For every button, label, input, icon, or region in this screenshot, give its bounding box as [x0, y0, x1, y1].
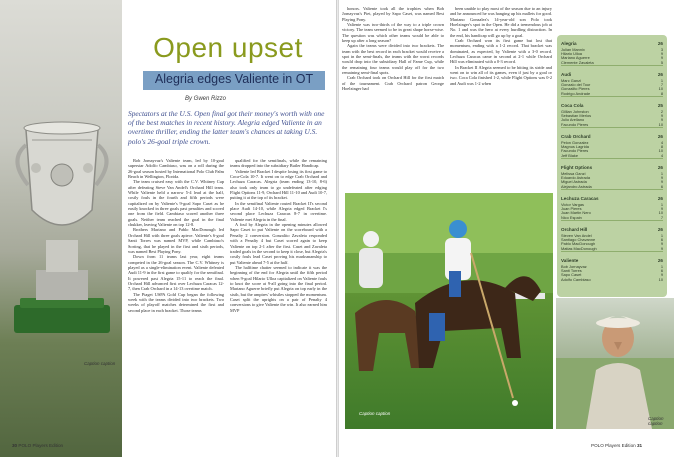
team-handicap: 26	[657, 227, 663, 232]
team-handicap: 26	[657, 134, 663, 139]
paragraph: Crab Orchard took on Orchard Hill for the first match of the tournament. Crab Orchard patron George Hoelzinger had	[342, 75, 444, 92]
player-name: Steven Van Andel	[561, 232, 592, 238]
player-name: Juan Pieres	[561, 205, 582, 211]
page-number: 31	[636, 443, 643, 448]
lede-paragraph: Spectators at the U.S. Open final got their money's worth with one of the best matches in recent history. Alegria edged Valiente in an overtime thriller, ending the latter team's chances at taking U.S. polo's 26-goal triple crown.	[128, 109, 325, 146]
left-page-column-2	[230, 158, 327, 440]
paragraph: Down from 11 teams last year, eight teams competed in the 26-goal season. The C.V. Whitney is played as a single-elimination event. Valiente defeated Audi 11-9 in the first game to qualify for the semifinal. It powered past Alegria 15-11 to reach the final. Orchard Hill advanced first over Lechuza Caracas 12-7, then Crab Orchard in a 14-13 overtime match.	[128, 254, 224, 292]
divider	[561, 158, 663, 159]
divider	[561, 251, 663, 252]
player-name: Clemente Zavaleta	[561, 59, 594, 65]
paragraph: Crab Orchard won its first game but lost that momentum, ending with a 1-2 record. That bracket was dominated, as expected, by Valiente with a 3-0 record. Lechuza Caracas came in second at 2-1 while Orchard Hill was eliminated with a 0-3 record.	[450, 38, 552, 65]
player-name: Marc Ganzi	[561, 77, 581, 83]
subheadline: Alegria edges Valiente in OT	[154, 72, 314, 86]
player-name: Pablo MacDonough	[561, 241, 596, 247]
right-page	[339, 0, 675, 457]
player-name: Julian Mannix	[561, 46, 585, 52]
team-name: Coca Cola	[561, 103, 584, 108]
player-handicap: 6	[660, 183, 663, 189]
headline: Open upset	[153, 32, 303, 63]
team-block	[561, 165, 663, 188]
paragraph: Brothers Mariano and Pablo MacDonough led Orchard Hill with three goals apiece. Valiente's 6-goal Santi Torres was named MVP, while Cambiaso's Sorting, that he played in the first and sixth periods, was named Best Playing Pony.	[128, 227, 224, 254]
paragraph: Valiente was two-thirds of the way to a triple crown victory. The team seemed to be in great shape horse-wise. The question was which other teams would be able to keep up after a long season?	[342, 22, 444, 44]
player-name: Pelon Gonzalez	[561, 139, 589, 145]
paragraph: honors. Valiente took all the trophies when Bob Jornayvaz's Piet, played by Sapo Caset, was named Best Playing Pony.	[342, 6, 444, 22]
player-name: Gillian Johnston	[561, 108, 589, 114]
portrait-photo-caption: Caption caption	[648, 416, 664, 426]
team-name: Lechuza Caracas	[561, 196, 599, 201]
divider	[561, 96, 663, 97]
polo-photo-caption: Caption caption	[359, 411, 391, 416]
player-handicap: 10	[658, 210, 663, 216]
player-name: Nico Espain	[561, 214, 582, 220]
player-name: Juan Martin Nero	[561, 210, 591, 216]
publication-name: POLO Players Edition	[18, 443, 64, 448]
player-handicap: 5	[660, 59, 663, 65]
trophy-illustration	[6, 100, 118, 350]
player-name: Magnus Lagrida	[561, 143, 589, 149]
player-name: Sebastian Merlos	[561, 112, 592, 118]
page-number: 30	[12, 443, 18, 448]
player-handicap: 8	[660, 90, 663, 96]
player-handicap: 10	[658, 121, 663, 127]
team-name: Valiente	[561, 258, 579, 263]
team-handicap: 26	[657, 72, 663, 77]
player-name: Alejandro Astrada	[561, 183, 592, 189]
player-portrait-photo	[556, 298, 674, 429]
player-name: Julio Arellano	[561, 117, 585, 123]
divider	[561, 220, 663, 221]
player-handicap: 9	[660, 205, 663, 211]
player-handicap: 9	[660, 112, 663, 118]
player-name: Santi Torres	[561, 267, 582, 273]
team-block	[561, 134, 663, 157]
left-page-column-1	[128, 158, 224, 440]
player-handicap: 10	[658, 148, 663, 154]
player-handicap: 1	[660, 170, 663, 176]
team-handicap: 26	[657, 41, 663, 46]
team-name: Flight Options	[561, 165, 593, 170]
player-handicap: 9	[660, 241, 663, 247]
paragraph: Valiente led Bracket I despite losing its first game to Coca-Cola 10-7. It went on to edge Crab Orchard and Lechuza Caracas. Alegria (team ending 13-10, 8-6) also took only team to go undefeated after edging Flight Options 11-9, Orchard Hill 11-10 and Audi 10-7, putting it at the top of its bracket.	[230, 168, 327, 201]
polo-action-photo	[345, 193, 553, 429]
left-folio	[12, 443, 63, 448]
player-handicap: 1	[660, 77, 663, 83]
player-name: Miguel Astrada	[561, 179, 587, 185]
team-name: Crab Orchard	[561, 134, 591, 139]
player-handicap: 2	[660, 108, 663, 114]
paragraph: The team cruised easy with the C.V. Whitney Cup after defeating Steve Van Andel's Orchard Hill team. While Valiente held a narrow 5-4 lead at the half, costly fouls in the fourth and fifth periods were capitalized on by Valiente's 9-goal Sapo Caset as he easily knocked in three goals past penalties and scored one from the field. Cambiaso scored another three goals. Neither team reached the goal in the final chukker, leaving Valiente on top 12-8.	[128, 179, 224, 228]
player-handicap: 4	[660, 139, 663, 145]
team-name: Audi	[561, 72, 572, 77]
right-folio	[591, 443, 642, 448]
player-name: Bob Jornayvaz	[561, 263, 587, 269]
player-handicap: 9	[660, 272, 663, 278]
player-handicap: 10	[658, 86, 663, 92]
polo-scene-illustration	[345, 193, 553, 429]
player-name: Sapo Caset	[561, 272, 582, 278]
player-handicap: 9	[660, 174, 663, 180]
portrait-illustration	[556, 298, 674, 429]
team-block	[561, 258, 663, 281]
divider	[561, 127, 663, 128]
team-handicap: 26	[657, 196, 663, 201]
player-handicap: 7	[660, 81, 663, 87]
team-name: Alegria	[561, 41, 577, 46]
team-block	[561, 227, 663, 250]
divider	[561, 189, 663, 190]
player-handicap: 8	[660, 143, 663, 149]
player-handicap: 9	[660, 245, 663, 251]
player-name: Facundo Pieres	[561, 148, 589, 154]
player-handicap: 9	[660, 55, 663, 61]
player-name: Facundo Pieres	[561, 121, 589, 127]
right-page-column-2	[450, 6, 552, 186]
right-page-column-1	[342, 6, 444, 186]
player-name: Santiago Chavanne	[561, 236, 596, 242]
paragraph: Again the teams were divided into two brackets. The team with the best record in each bracket would receive a spot in the semi-finals, the teams with the worst records would drop into the subsidiary Hall of Fame Cup, while the remaining four teams would play off for the two remaining semi-final spots.	[342, 43, 444, 76]
team-block	[561, 103, 663, 126]
player-name: Eduardo Astrada	[561, 174, 590, 180]
player-handicap: 4	[660, 152, 663, 158]
player-name: Victor Vargas	[561, 201, 584, 207]
trophy-photo	[0, 0, 122, 457]
player-handicap: 1	[660, 201, 663, 207]
player-name: Adolfo Cambiaso	[561, 276, 591, 282]
player-name: Gonzalito Pieres	[561, 86, 590, 92]
paragraph: Bob Jornayvaz's Valiente team, led by 10-goal superstar Adolfo Cambiaso, was on a roll during the 26-goal season hosted by International Polo Club Palm Beach in Wellington, Florida.	[128, 158, 224, 180]
player-handicap: 6	[660, 267, 663, 273]
team-handicap: 25	[657, 103, 663, 108]
player-handicap: 9	[660, 179, 663, 185]
paragraph: A foul by Alegria in the opening minutes allowed Sapo Caset to put Valiente on the scoreboard with a Penalty 2 conversion. Gonzalito Zavaleta responded with a Penalty 4 but Caset scored again to keep Valiente on top 2-1 after the first. Caset and Zavaleta traded goals in the second to keep it close, but Alegria's costly fouls lead Caset proving his marksmanship to put Valiente ahead 7-5 at the half.	[230, 222, 327, 265]
team-name: Orchard Hill	[561, 227, 588, 232]
player-name: Mariano Aguerre	[561, 55, 590, 61]
player-name: Melissa Ganzi	[561, 170, 586, 176]
divider	[561, 65, 663, 66]
team-roster-sidebar	[557, 35, 667, 297]
player-handicap: 9	[660, 117, 663, 123]
paragraph: In the semifinal Valiente routed Bracket II's second place Audi 14-10, while Alegria edged Bracket I's second place Lechuza Caracas 8-7 in overtime. Valiente met Alegria in the final.	[230, 200, 327, 222]
trophy-photo-caption: Caption caption	[84, 361, 116, 366]
paragraph: been unable to play most of the season due to an injury and he announced he was hanging up his mallets for good. Mariano Gonzalez's 14-year-old son Polo took Hoelzinger's spot in the Open. He did a tremendous job at No. 1 and was the hero at every hurdling distraction. In the end, his handicap will go up by a goal.	[450, 6, 552, 38]
team-handicap: 26	[657, 258, 663, 263]
publication-name: POLO Players Edition	[591, 443, 636, 448]
player-handicap: 1	[660, 232, 663, 238]
player-handicap: 6	[660, 236, 663, 242]
team-block	[561, 196, 663, 219]
player-name: Hilario Ulloa	[561, 50, 582, 56]
player-name: Gonzalo del Tour	[561, 81, 591, 87]
left-page	[0, 0, 336, 457]
paragraph: qualified for the semifinals, while the remaining teams dropped into the subsidiary Butler Handicap.	[230, 158, 327, 169]
player-name: Matias MacDonough	[561, 245, 597, 251]
paragraph: In Bracket II Alegria seemed to be hitting its stride and went on to win all of its games, even if just by a goal or two. Coca Cola finished 1-2, while Flight Options was 0-2 and Audi was 1-2 when	[450, 64, 552, 86]
player-name: Jeff Blake	[561, 152, 579, 158]
player-handicap: 10	[658, 276, 663, 282]
player-handicap: 3	[660, 46, 663, 52]
player-handicap: 7	[660, 214, 663, 220]
player-name: Rodrigo Andrade	[561, 90, 591, 96]
byline: By Gwen Rizzo	[185, 96, 227, 102]
player-handicap: 1	[660, 263, 663, 269]
paragraph: The Piaget USPA Gold Cup began the following week with the teams divided into two brackets. Two weeks of playoff matches determined the first and second place in each bracket. Those teams	[128, 291, 224, 313]
team-handicap: 26	[657, 165, 663, 170]
team-block	[561, 72, 663, 95]
player-handicap: 9	[660, 50, 663, 56]
paragraph: The halftime chatter seemed to indicate it was the beginning of the end for Alegria until the fifth period when 9-goal Hilario Ulloa capitalized on Valiente fouls to knot the score at 9-all going into the final period. Mariano Aguerre briefly put Alegria on top early in the sixth, but the umpires' whistles stopped the momentum. Caset split the uprights on a pair of Penalty 4 conversions to give Valiente the win. It also earned him MVP	[230, 264, 327, 313]
team-block	[561, 41, 663, 64]
